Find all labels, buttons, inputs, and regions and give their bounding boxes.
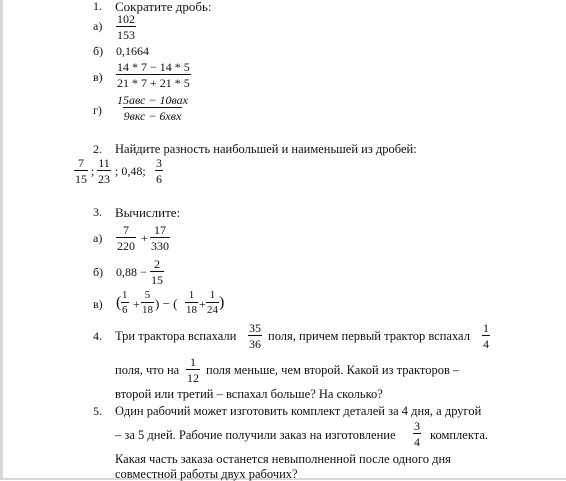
plus-operator: + bbox=[141, 231, 148, 245]
problem-1-title: Сократите дробь: bbox=[115, 0, 212, 14]
problem-3c-label: в) bbox=[93, 297, 103, 311]
problem-5-text-3: комплекта. bbox=[430, 428, 489, 442]
problem-5-text-5: совместной работы двух рабочих? bbox=[115, 467, 298, 481]
problem-2-fraction-3 bbox=[155, 157, 163, 185]
problem-3a-label: а) bbox=[93, 231, 103, 245]
problem-1c-fraction bbox=[116, 61, 191, 89]
problem-1d-fraction bbox=[116, 94, 189, 122]
fraction-numerator: 3 bbox=[414, 419, 420, 433]
problem-5-text-4: Какая часть заказа останется невыполненной после одного дня bbox=[115, 452, 451, 466]
problem-3a-fraction-1 bbox=[116, 224, 136, 252]
left-paren: ( bbox=[116, 294, 122, 311]
fraction-numerator: 7 bbox=[78, 156, 84, 170]
separator: ; bbox=[91, 164, 95, 178]
problem-3-title: Вычислите: bbox=[115, 205, 181, 220]
fraction-numerator: 14 * 7 − 14 * 5 bbox=[117, 60, 190, 74]
fraction-denominator: 6 bbox=[156, 172, 162, 186]
problem-1-number: 1. bbox=[93, 0, 102, 13]
left-frame-border bbox=[0, 0, 3, 480]
fraction-denominator: 21 * 7 + 21 * 5 bbox=[117, 76, 190, 90]
fraction-denominator: 36 bbox=[249, 337, 261, 351]
fraction-denominator: 15 bbox=[75, 172, 87, 186]
fraction-numerator: 11 bbox=[98, 156, 110, 170]
problem-4-text-4: поля меньше, чем второй. Какой из тракторов – bbox=[206, 363, 460, 377]
fraction-denominator: 24 bbox=[207, 304, 218, 316]
fraction-numerator: 7 bbox=[123, 223, 129, 237]
plus-operator: + bbox=[199, 297, 206, 311]
problem-5-text-2: – за 5 дней. Рабочие получили заказ на изготовление bbox=[115, 428, 396, 442]
problem-3a-fraction-2 bbox=[150, 224, 170, 252]
problem-4-text-5: второй или третий – вспахал больше? На сколько? bbox=[115, 387, 383, 401]
problem-3c-fraction-2 bbox=[141, 290, 154, 316]
fraction-numerator: 1 bbox=[209, 289, 216, 301]
fraction-denominator: 12 bbox=[187, 371, 199, 385]
problem-2-middle-text: ; 0,48; bbox=[115, 164, 146, 178]
problem-3b-lead: 0,88 − bbox=[116, 265, 147, 279]
problem-4-text-3: поля, что на bbox=[115, 363, 180, 377]
problem-3-number: 3. bbox=[93, 205, 102, 219]
problem-5-fraction-1 bbox=[413, 420, 421, 448]
problem-3c-fraction-1 bbox=[121, 290, 129, 316]
fraction-numerator: 3 bbox=[156, 156, 162, 170]
middle-operator: ) − ( bbox=[155, 296, 178, 311]
problem-1d-label: г) bbox=[93, 103, 102, 117]
problem-5-text-1: Один рабочий может изготовить комплект деталей за 4 дня, а другой bbox=[115, 404, 482, 418]
fraction-denominator: 23 bbox=[98, 172, 110, 186]
problem-3c-fraction-3 bbox=[185, 290, 198, 316]
fraction-numerator: 15авс − 10вах bbox=[117, 93, 188, 107]
problem-2-fraction-1 bbox=[74, 157, 88, 185]
problem-3b-label: б) bbox=[93, 265, 104, 279]
right-paren: ) bbox=[219, 294, 225, 311]
fraction-numerator: 1 bbox=[483, 321, 489, 335]
problem-4-fraction-2 bbox=[482, 322, 490, 350]
fraction-denominator: 4 bbox=[414, 435, 420, 449]
problem-2-title: Найдите разность наибольшей и наименьшей из дробей: bbox=[115, 142, 417, 156]
fraction-denominator: 153 bbox=[117, 28, 135, 42]
problem-3b-fraction bbox=[150, 258, 164, 286]
fraction-denominator: 9вкс − 6хвх bbox=[123, 109, 182, 123]
problem-4-text-2: поля, причем первый трактор вспахал bbox=[268, 329, 470, 343]
fraction-numerator: 102 bbox=[117, 12, 135, 26]
problem-3c-fraction-4 bbox=[206, 290, 219, 316]
fraction-numerator: 5 bbox=[144, 289, 151, 301]
problem-5-number: 5. bbox=[93, 404, 102, 418]
problem-1b-label: б) bbox=[93, 44, 104, 58]
fraction-numerator: 1 bbox=[122, 289, 128, 301]
problem-4-number: 4. bbox=[93, 329, 102, 343]
problem-2-fraction-2 bbox=[97, 157, 111, 185]
problem-4-fraction-3 bbox=[186, 356, 200, 384]
fraction-denominator: 18 bbox=[142, 304, 153, 316]
fraction-denominator: 330 bbox=[151, 239, 169, 253]
fraction-numerator: 17 bbox=[154, 223, 166, 237]
fraction-denominator: 4 bbox=[483, 337, 489, 351]
problem-1a-fraction bbox=[116, 13, 136, 41]
fraction-numerator: 1 bbox=[188, 289, 195, 301]
problem-1b-value: 0,1664 bbox=[116, 44, 149, 58]
fraction-numerator: 35 bbox=[249, 321, 261, 335]
problem-1c-label: в) bbox=[93, 70, 103, 84]
problem-1a-label: а) bbox=[93, 19, 103, 33]
problem-4-text-1: Три трактора вспахали bbox=[115, 329, 237, 343]
problem-4-fraction-1 bbox=[248, 322, 262, 350]
fraction-denominator: 220 bbox=[117, 239, 135, 253]
fraction-denominator: 15 bbox=[151, 273, 163, 287]
plus-operator: + bbox=[133, 297, 140, 311]
problem-2-number: 2. bbox=[93, 142, 102, 156]
fraction-numerator: 2 bbox=[154, 257, 160, 271]
fraction-denominator: 18 bbox=[186, 304, 197, 316]
fraction-denominator: 6 bbox=[122, 304, 128, 316]
fraction-numerator: 1 bbox=[190, 355, 196, 369]
